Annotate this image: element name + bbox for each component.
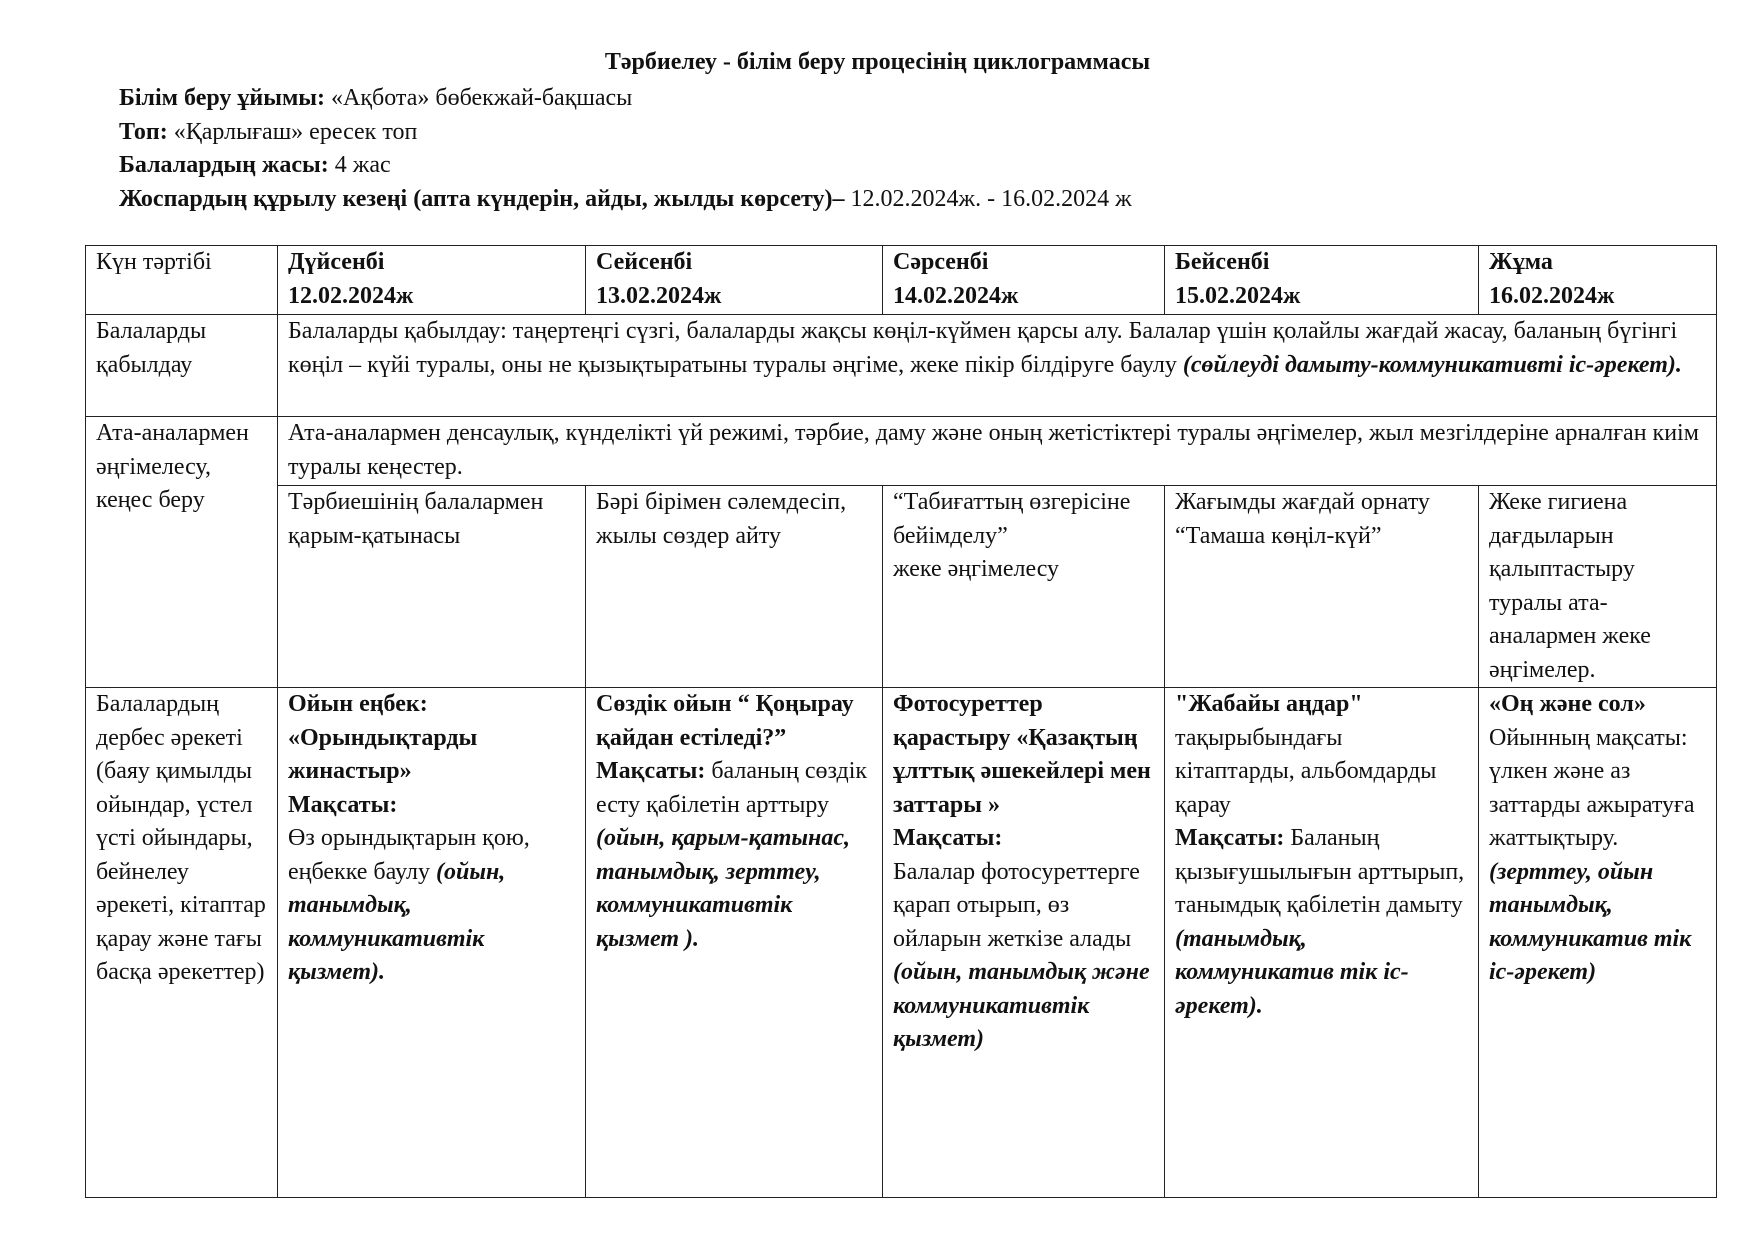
activity-note: (ойын, танымдық және коммуникативтік қызмет) [893,959,1150,1052]
activity-text: тақырыбындағы кітаптарды, альбомдарды қарау [1175,724,1437,818]
parents-label: Ата-аналармен әңгімелесу, кеңес беру [96,420,249,513]
activity-title: Ойын еңбек: «Орындықтарды жинастыр» [288,691,478,784]
corner-cell [86,246,278,315]
day-header-tuesday [586,246,883,315]
period-label: Жоспардың құрылу кезеңі (апта күндерін, айды, жылды көрсету)– [119,185,845,212]
reception-label: Балаларды қабылдау [96,318,207,378]
header-row [86,246,1717,315]
day-name: Дүйсенбі [288,249,385,275]
period-row [119,183,1132,217]
goal-label: Мақсаты: [596,758,706,784]
page-title: Тәрбиелеу - білім беру процесінің циклограммасы [604,49,1151,75]
parents-text: Жағымды жағдай орнату [1175,489,1430,515]
activity-note: (ойын, танымдық, коммуникативтік қызмет). [288,858,506,985]
activity-cell-wednesday [883,688,1165,1198]
day-name: Бейсенбі [1175,249,1270,275]
day-date: 15.02.2024ж [1175,282,1301,309]
day-date: 14.02.2024ж [893,282,1019,309]
reception-note: (сөйлеуді дамыту-коммуникативті іс-әрекет). [1182,351,1682,378]
org-label: Білім беру ұйымы: [119,85,326,111]
cyclogram-table [85,245,1717,1198]
goal-text: Өз орындықтарын қою, еңбекке баулу [288,825,530,885]
day-date: 12.02.2024ж [288,282,414,309]
day-name: Сәрсенбі [893,249,989,275]
activity-title: Сөздік ойын “ Қоңырау қайдан естіледі?” [596,691,854,751]
org-value: «Ақбота» бөбекжай-бақшасы [331,85,633,111]
goal-text: Ойынның мақсаты: үлкен және аз заттарды ажыратуға жаттықтыру. [1489,724,1695,851]
group-label: Топ: [119,118,168,145]
activity-note: (танымдық, коммуникатив тік іс-әрекет). [1175,925,1409,1019]
group-row [119,116,1132,150]
period-value: 12.02.2024ж. - 16.02.2024 ж [844,185,1132,212]
day-name: Жұма [1489,249,1553,275]
parents-text: Жеке гигиена дағдыларын қалыптастыру туралы ата-аналармен жеке әңгімелер. [1489,489,1651,683]
activity-cell-monday [278,688,586,1198]
parents-cell-wednesday [883,486,1165,688]
parents-text: “Табиғаттың өзгерісіне бейімделу” [893,489,1131,549]
goal-label: Мақсаты: [288,791,398,818]
goal-text: Балалар фотосуреттерге қарап отырып, өз ойларын жеткізе алады [893,858,1140,952]
parents-general-cell [278,417,1717,486]
goal-label: Мақсаты: [893,825,1003,851]
parents-cell-tuesday [586,486,883,688]
document-meta [119,82,1132,216]
reception-label-cell [86,315,278,417]
activity-cell-thursday [1165,688,1479,1198]
reception-text-cell [278,315,1717,417]
activity-note: (зерттеу, ойын танымдық, коммуникатив тік іс-әрекет) [1489,858,1692,985]
day-header-wednesday [883,246,1165,315]
parents-general-row [86,417,1717,486]
activity-cell-tuesday [586,688,883,1198]
parents-text: жеке әңгімелесу [893,556,1060,582]
parents-cell-monday [278,486,586,688]
activity-cell-friday [1479,688,1717,1198]
group-value: «Қарлығаш» ересек топ [173,118,418,145]
activity-title: Фотосуреттер қарастыру «Қазақтың ұлттық әшекейлері мен заттары » [893,691,1151,818]
activity-label: Балалардың дербес әрекеті (баяу қимылды ойындар, үстел үсті ойындары, бейнелеу әрекеті, кітаптар қарау және тағы басқа әрекеттер) [96,691,266,985]
activity-title: «Оң және сол» [1489,691,1646,717]
goal-label: Мақсаты: [1175,825,1285,851]
reception-text: Балаларды қабылдау: таңертеңгі сүзгі, балаларды жақсы көңіл-күймен қарсы алу. Балалар үшін қолайлы жағдай жасау, баланың бүгінгі көңіл – күйі туралы, оны не қызықтыратыны туралы әңгіме, жеке пікір білдіруге баулу [288,318,1678,378]
goal-text: баланың сөздік есту қабілетін арттыру [596,758,868,818]
activity-row [86,688,1717,1198]
age-label: Балалардың жасы: [119,152,329,178]
parents-text: Бәрі бірімен сәлемдесіп, жылы сөздер айту [596,489,847,549]
reception-row [86,315,1717,417]
parents-general-text: Ата-аналармен денсаулық, күнделікті үй режимі, тәрбие, даму және оның жетістіктері туралы әңгімелер, жыл мезгілдеріне арналған киім туралы кеңестер. [288,420,1699,480]
age-value: 4 жас [334,152,391,178]
activity-label-cell [86,688,278,1198]
goal-text: Баланың қызығушылығын арттырып, танымдық қабілетін дамыту [1175,825,1465,918]
activity-title: "Жабайы аңдар" [1175,691,1363,717]
day-header-thursday [1165,246,1479,315]
parents-cell-friday [1479,486,1717,688]
corner-label: Күн тәртібі [96,249,212,275]
day-date: 13.02.2024ж [596,282,722,309]
parents-cell-thursday [1165,486,1479,688]
activity-note: (ойын, қарым-қатынас, танымдық, зерттеу, коммуникативтік қызмет ). [596,825,851,952]
parents-text: Тәрбиешінің балалармен қарым-қатынасы [288,489,544,549]
day-date: 16.02.2024ж [1489,282,1615,309]
age-row [119,149,1132,183]
parents-label-cell [86,417,278,688]
parents-text: “Тамаша көңіл-күй” [1175,522,1382,549]
day-name: Сейсенбі [596,249,693,275]
parents-days-row [86,486,1717,688]
day-header-monday [278,246,586,315]
day-header-friday [1479,246,1717,315]
org-row [119,82,1132,116]
